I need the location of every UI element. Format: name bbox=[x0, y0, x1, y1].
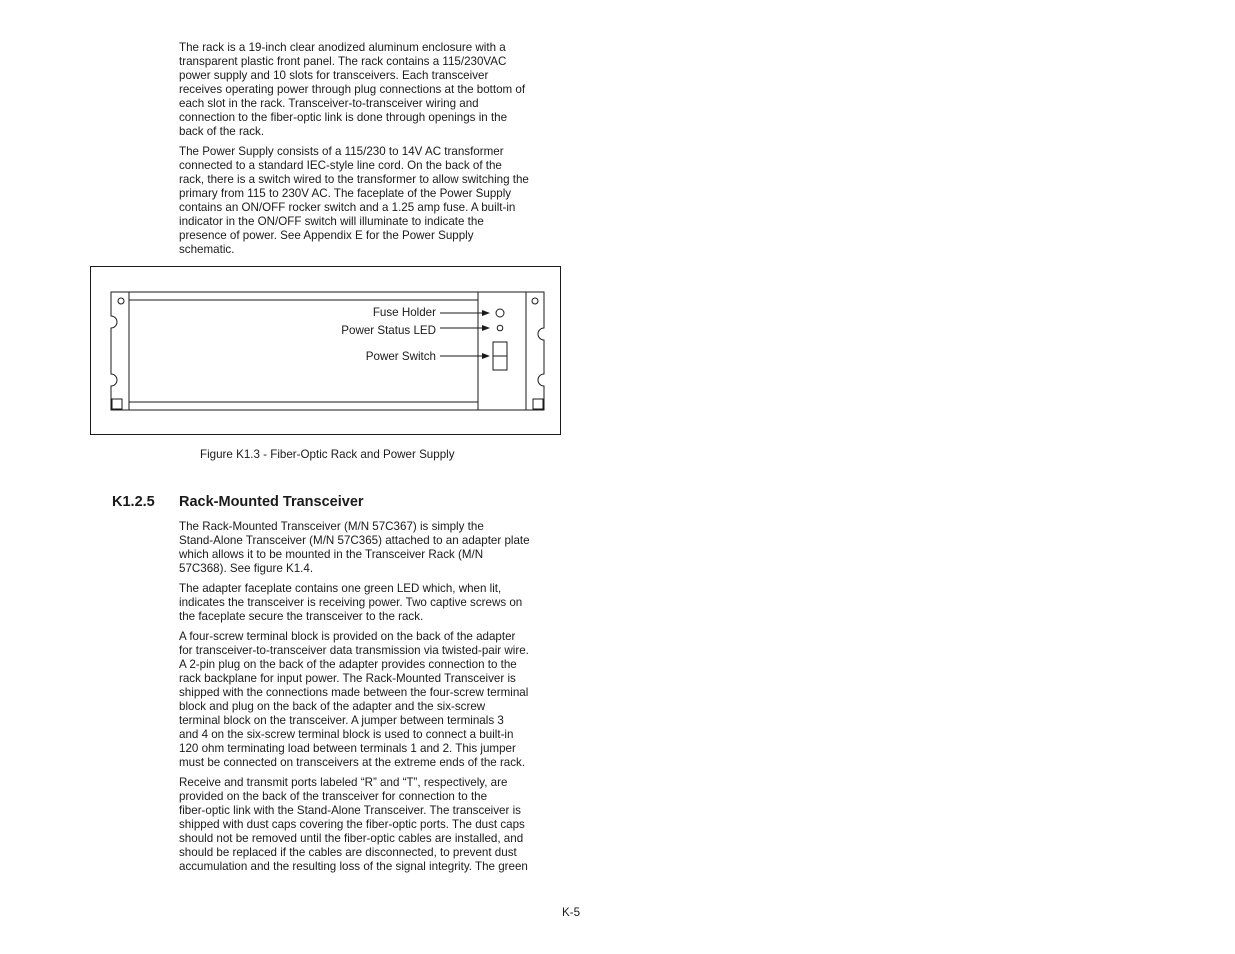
power-switch-label: Power Switch bbox=[365, 350, 436, 363]
figure-caption: Figure K1.3 - Fiber-Optic Rack and Power Supply bbox=[200, 448, 455, 461]
paragraph-terminal-block: A four-screw terminal block is provided on the back of the adapter for transceiver-to-transceiver data transmission via twisted-pair wire. A 2-pin plug on the back of the adapter provides connection to the rack backplane for input power. The Rack-Mounted Transceiver is shipped with the connections made between the four-screw terminal block and plug on the back of the adapter and the six-screw terminal block on the transceiver. A jumper between terminals 3 and 4 on the six-screw terminal block is used to connect a built-in 120 ohm terminating load between terminals 1 and 2. This jumper must be connected on transceivers at the extreme ends of the rack. bbox=[179, 630, 529, 769]
paragraph-adapter-faceplate: The adapter faceplate contains one green LED which, when lit, indicates the transceiver is receiving power. Two captive screws on the faceplate secure the transceiver to the rack. bbox=[179, 582, 523, 623]
right-rack-ear bbox=[526, 292, 544, 410]
power-status-led-arrow bbox=[482, 325, 490, 331]
fuse-holder-label: Fuse Holder bbox=[372, 306, 436, 319]
paragraph-rack-mounted-intro: The Rack-Mounted Transceiver (M/N 57C367) is simply the Stand-Alone Transceiver (M/N 57C365) attached to an adapter plate which allows it to be mounted in the Transceiver Rack (M/N 57C368). See figure K1.4. bbox=[179, 520, 530, 575]
power-status-led bbox=[497, 325, 503, 331]
right-foot bbox=[533, 399, 543, 409]
paragraph-power-supply: The Power Supply consists of a 115/230 to 14V AC transformer connected to a standard IEC-style line cord. On the back of the rack, there is a switch wired to the transformer to allow switching the primary from 115 to 230V AC. The faceplate of the Power Supply contains an ON/OFF rocker switch and a 1.25 amp fuse. A built-in indicator in the ON/OFF switch will illuminate to indicate the presence of power. See Appendix E for the Power Supply schematic. bbox=[179, 145, 529, 256]
page-number: K-5 bbox=[562, 906, 581, 919]
fuse-holder bbox=[496, 309, 504, 317]
power-switch-arrow bbox=[482, 353, 490, 359]
section-title: Rack-Mounted Transceiver bbox=[179, 494, 364, 510]
right-mounting-hole bbox=[532, 298, 538, 304]
left-rack-ear bbox=[111, 292, 129, 410]
fuse-holder-arrow bbox=[482, 310, 490, 316]
paragraph-rack-description: The rack is a 19-inch clear anodized aluminum enclosure with a transparent plastic front panel. The rack contains a 115/230VAC power supply and 10 slots for transceivers. Each transceiver receives operating power through plug connections at the bottom of each slot in the rack. Transceiver-to-transceiver wiring and connection to the fiber-optic link is done through openings in the back of the rack. bbox=[179, 41, 526, 138]
section-number: K1.2.5 bbox=[112, 494, 155, 510]
left-foot bbox=[112, 399, 122, 409]
power-status-led-label: Power Status LED bbox=[341, 324, 436, 337]
left-mounting-hole bbox=[118, 298, 124, 304]
paragraph-ports: Receive and transmit ports labeled “R” and “T”, respectively, are provided on the back of the transceiver for connection to the fiber-optic link with the Stand-Alone Transceiver. The transceiver is shipped with dust caps covering the fiber-optic ports. The dust caps should not be removed until the fiber-optic cables are installed, and should be replaced if the cables are disconnected, to prevent dust accumulation and the resulting loss of the signal integrity. The green bbox=[179, 776, 528, 873]
